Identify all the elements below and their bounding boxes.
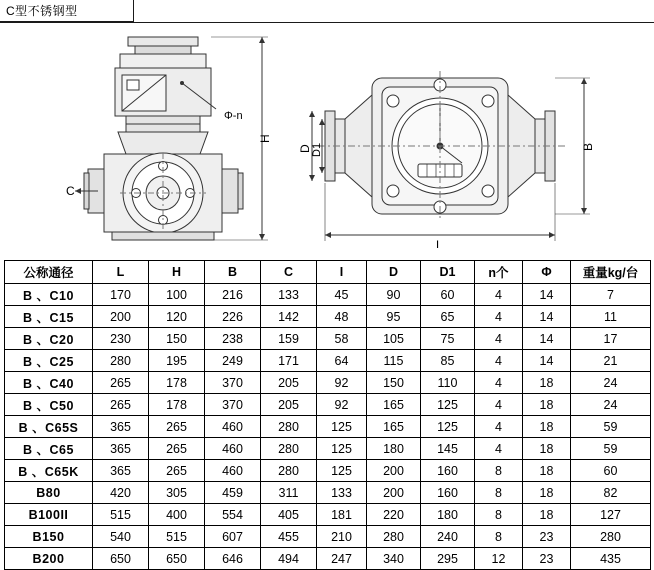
cell-c: 142 xyxy=(261,306,317,328)
spec-table-wrap xyxy=(4,260,650,570)
cell-model: B150 xyxy=(5,526,93,548)
table-row xyxy=(5,372,651,394)
cell-d1: 240 xyxy=(421,526,475,548)
cell-c: 405 xyxy=(261,504,317,526)
left-view-drawing xyxy=(75,37,268,240)
cell-weight: 7 xyxy=(571,284,651,306)
cell-c: 171 xyxy=(261,350,317,372)
cell-h: 195 xyxy=(149,350,205,372)
cell-n: 4 xyxy=(475,394,523,416)
cell-n: 8 xyxy=(475,460,523,482)
cell-l: 515 xyxy=(93,504,149,526)
drawing-svg xyxy=(0,23,654,248)
table-row xyxy=(5,438,651,460)
cell-d: 200 xyxy=(367,460,421,482)
cell-d: 340 xyxy=(367,548,421,570)
table-row xyxy=(5,350,651,372)
cell-weight: 280 xyxy=(571,526,651,548)
cell-h: 265 xyxy=(149,460,205,482)
cell-n: 4 xyxy=(475,284,523,306)
cell-l: 265 xyxy=(93,394,149,416)
cell-d1: 125 xyxy=(421,416,475,438)
cell-i: 247 xyxy=(317,548,367,570)
cell-l: 365 xyxy=(93,416,149,438)
cell-phi: 14 xyxy=(523,350,571,372)
cell-phi: 14 xyxy=(523,284,571,306)
cell-d1: 110 xyxy=(421,372,475,394)
cell-b: 238 xyxy=(205,328,261,350)
cell-d: 180 xyxy=(367,438,421,460)
cell-d1: 75 xyxy=(421,328,475,350)
cell-n: 8 xyxy=(475,482,523,504)
cell-l: 200 xyxy=(93,306,149,328)
cell-h: 178 xyxy=(149,394,205,416)
cell-h: 650 xyxy=(149,548,205,570)
cell-weight: 127 xyxy=(571,504,651,526)
cell-b: 459 xyxy=(205,482,261,504)
cell-i: 92 xyxy=(317,394,367,416)
spec-table-body xyxy=(5,284,651,570)
cell-l: 265 xyxy=(93,372,149,394)
title-tab xyxy=(0,0,134,22)
cell-d1: 145 xyxy=(421,438,475,460)
label-b: B xyxy=(581,142,595,151)
cell-n: 8 xyxy=(475,504,523,526)
cell-c: 311 xyxy=(261,482,317,504)
cell-c: 280 xyxy=(261,438,317,460)
cell-d: 280 xyxy=(367,526,421,548)
cell-n: 4 xyxy=(475,306,523,328)
col-header-b: B xyxy=(205,261,261,284)
cell-d1: 125 xyxy=(421,394,475,416)
label-c: C xyxy=(66,184,75,198)
cell-model: B 、C15 xyxy=(5,306,93,328)
cell-model: B 、C25 xyxy=(5,350,93,372)
cell-d: 115 xyxy=(367,350,421,372)
col-header-d: D xyxy=(367,261,421,284)
col-header-nominal-diameter: 公称通径 xyxy=(5,261,93,284)
cell-n: 12 xyxy=(475,548,523,570)
cell-h: 305 xyxy=(149,482,205,504)
cell-b: 460 xyxy=(205,438,261,460)
label-l: L xyxy=(436,238,443,248)
cell-c: 133 xyxy=(261,284,317,306)
spec-table xyxy=(4,260,651,570)
cell-i: 125 xyxy=(317,438,367,460)
cell-phi: 14 xyxy=(523,306,571,328)
cell-weight: 21 xyxy=(571,350,651,372)
table-row xyxy=(5,328,651,350)
label-d1: D1 xyxy=(311,142,323,157)
cell-b: 226 xyxy=(205,306,261,328)
table-row xyxy=(5,306,651,328)
cell-c: 159 xyxy=(261,328,317,350)
cell-n: 4 xyxy=(475,372,523,394)
cell-phi: 18 xyxy=(523,438,571,460)
cell-model: B200 xyxy=(5,548,93,570)
cell-d: 105 xyxy=(367,328,421,350)
cell-i: 125 xyxy=(317,416,367,438)
cell-d: 165 xyxy=(367,416,421,438)
cell-weight: 11 xyxy=(571,306,651,328)
cell-model: B 、C65K xyxy=(5,460,93,482)
cell-model: B 、C20 xyxy=(5,328,93,350)
cell-d: 90 xyxy=(367,284,421,306)
table-row xyxy=(5,394,651,416)
cell-b: 460 xyxy=(205,416,261,438)
cell-l: 420 xyxy=(93,482,149,504)
technical-drawings xyxy=(0,23,654,248)
cell-weight: 24 xyxy=(571,372,651,394)
cell-weight: 24 xyxy=(571,394,651,416)
cell-d1: 295 xyxy=(421,548,475,570)
cell-d1: 65 xyxy=(421,306,475,328)
cell-d: 95 xyxy=(367,306,421,328)
cell-phi: 14 xyxy=(523,328,571,350)
cell-c: 280 xyxy=(261,460,317,482)
cell-n: 4 xyxy=(475,328,523,350)
cell-h: 100 xyxy=(149,284,205,306)
cell-model: B 、C50 xyxy=(5,394,93,416)
cell-d: 200 xyxy=(367,482,421,504)
table-row xyxy=(5,416,651,438)
label-phi-n: Φ-n xyxy=(224,110,243,122)
cell-d: 165 xyxy=(367,394,421,416)
cell-b: 249 xyxy=(205,350,261,372)
cell-d1: 160 xyxy=(421,460,475,482)
col-header-c: C xyxy=(261,261,317,284)
cell-weight: 82 xyxy=(571,482,651,504)
cell-i: 45 xyxy=(317,284,367,306)
cell-i: 58 xyxy=(317,328,367,350)
cell-d: 220 xyxy=(367,504,421,526)
cell-phi: 18 xyxy=(523,482,571,504)
cell-b: 216 xyxy=(205,284,261,306)
col-header-h: H xyxy=(149,261,205,284)
col-header-weight: 重量kg/台 xyxy=(571,261,651,284)
cell-b: 370 xyxy=(205,372,261,394)
cell-c: 455 xyxy=(261,526,317,548)
cell-b: 607 xyxy=(205,526,261,548)
cell-d1: 85 xyxy=(421,350,475,372)
cell-phi: 18 xyxy=(523,504,571,526)
cell-l: 230 xyxy=(93,328,149,350)
cell-weight: 59 xyxy=(571,416,651,438)
cell-d1: 180 xyxy=(421,504,475,526)
cell-i: 48 xyxy=(317,306,367,328)
cell-c: 205 xyxy=(261,372,317,394)
cell-l: 365 xyxy=(93,438,149,460)
cell-h: 178 xyxy=(149,372,205,394)
cell-phi: 18 xyxy=(523,416,571,438)
cell-b: 554 xyxy=(205,504,261,526)
cell-l: 540 xyxy=(93,526,149,548)
cell-i: 181 xyxy=(317,504,367,526)
table-row xyxy=(5,526,651,548)
cell-h: 400 xyxy=(149,504,205,526)
cell-i: 210 xyxy=(317,526,367,548)
table-header-row xyxy=(5,261,651,284)
cell-i: 64 xyxy=(317,350,367,372)
cell-n: 4 xyxy=(475,416,523,438)
cell-d1: 60 xyxy=(421,284,475,306)
right-view-drawing xyxy=(309,71,590,241)
cell-i: 125 xyxy=(317,460,367,482)
title-label: C型不锈钢型 xyxy=(6,4,78,18)
col-header-i: I xyxy=(317,261,367,284)
cell-l: 170 xyxy=(93,284,149,306)
cell-c: 280 xyxy=(261,416,317,438)
cell-weight: 435 xyxy=(571,548,651,570)
col-header-phi: Φ xyxy=(523,261,571,284)
col-header-l: L xyxy=(93,261,149,284)
table-row xyxy=(5,482,651,504)
cell-phi: 23 xyxy=(523,526,571,548)
table-row xyxy=(5,548,651,570)
cell-h: 120 xyxy=(149,306,205,328)
cell-d1: 160 xyxy=(421,482,475,504)
cell-d: 150 xyxy=(367,372,421,394)
cell-b: 370 xyxy=(205,394,261,416)
cell-weight: 60 xyxy=(571,460,651,482)
table-row xyxy=(5,504,651,526)
cell-n: 8 xyxy=(475,526,523,548)
cell-l: 650 xyxy=(93,548,149,570)
label-d: D xyxy=(298,144,312,153)
cell-h: 265 xyxy=(149,438,205,460)
col-header-n: n个 xyxy=(475,261,523,284)
cell-h: 515 xyxy=(149,526,205,548)
cell-phi: 18 xyxy=(523,372,571,394)
cell-model: B 、C10 xyxy=(5,284,93,306)
cell-i: 92 xyxy=(317,372,367,394)
cell-c: 494 xyxy=(261,548,317,570)
cell-b: 460 xyxy=(205,460,261,482)
cell-model: B 、C65 xyxy=(5,438,93,460)
cell-model: B 、C65S xyxy=(5,416,93,438)
cell-phi: 23 xyxy=(523,548,571,570)
cell-phi: 18 xyxy=(523,394,571,416)
col-header-d1: D1 xyxy=(421,261,475,284)
table-row xyxy=(5,284,651,306)
cell-model: B 、C40 xyxy=(5,372,93,394)
cell-model: B80 xyxy=(5,482,93,504)
table-row xyxy=(5,460,651,482)
cell-b: 646 xyxy=(205,548,261,570)
label-h: H xyxy=(258,134,272,143)
cell-l: 365 xyxy=(93,460,149,482)
cell-l: 280 xyxy=(93,350,149,372)
cell-h: 265 xyxy=(149,416,205,438)
cell-h: 150 xyxy=(149,328,205,350)
cell-c: 205 xyxy=(261,394,317,416)
cell-weight: 17 xyxy=(571,328,651,350)
cell-phi: 18 xyxy=(523,460,571,482)
cell-n: 4 xyxy=(475,350,523,372)
cell-model: B100II xyxy=(5,504,93,526)
cell-i: 133 xyxy=(317,482,367,504)
spec-table-head xyxy=(5,261,651,284)
cell-n: 4 xyxy=(475,438,523,460)
cell-weight: 59 xyxy=(571,438,651,460)
